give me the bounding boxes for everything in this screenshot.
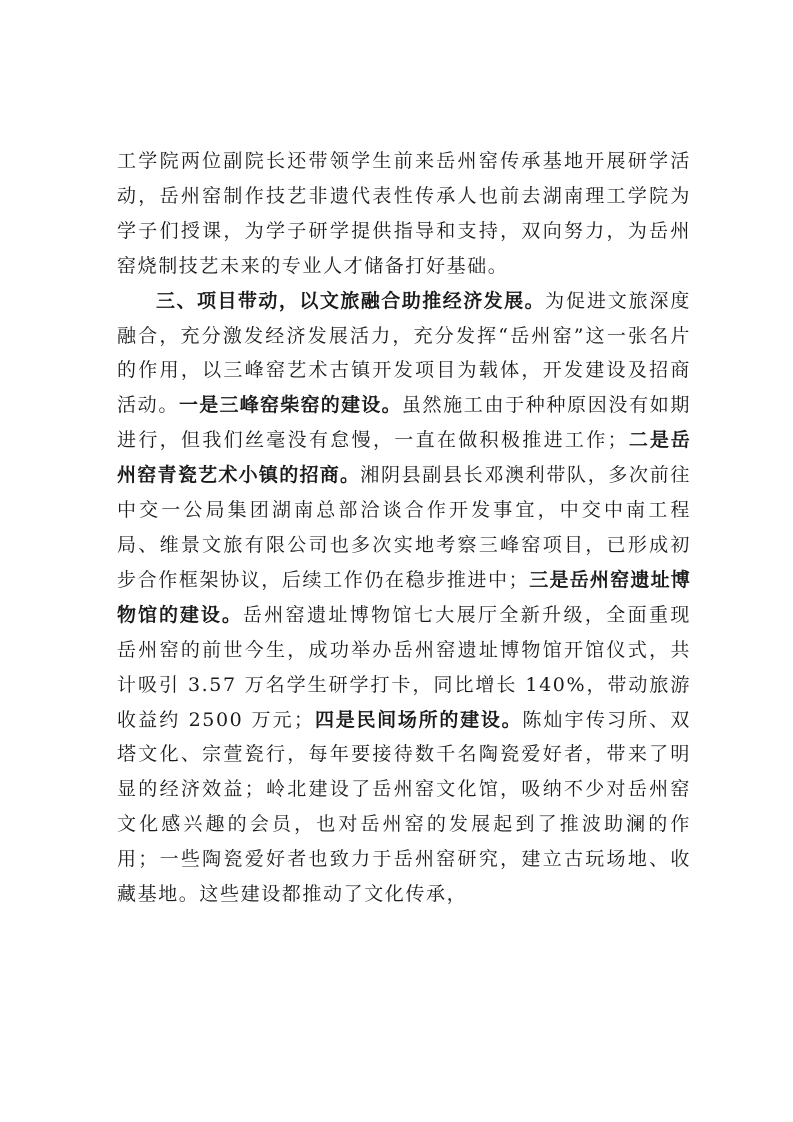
item-2-text: 湘阴县副县长邓澳利带队，多次前往中交一公局集团湖南总部洽谈合作开发事宜，中交中南工程局、维景文旅有限公司也多次实地考察三峰窑项目，已形成初步合作框架协议，后续工作仍在稳步推进中； (117, 464, 692, 591)
paragraph-1-text: 工学院两位副院长还带领学生前来岳州窑传承基地开展研学活动，岳州窑制作技艺非遗代表性传承人也前去湖南理工学院为学子们授课，为学子研学提供指导和支持，双向努力，为岳州窑烧制技艺未来的专业人才储备打好基础。 (117, 150, 691, 277)
body-text (117, 144, 691, 912)
item-3-text: 岳州窑遗址博物馆七大展厅全新升级，全面重现岳州窑的前世今生，成功举办岳州窑遗址博物馆开馆仪式，共计吸引 3.57 万名学生研学打卡，同比增长 140%，带动旅游收益约 2500 万元； (117, 603, 691, 731)
item-4-title: 四是民间场所的建设。 (314, 708, 523, 731)
section-intro: 为促进文旅深度融合，充分激发经济发展活力，充分发挥“岳州窑”这一张名片的作用，以三峰窑艺术古镇开发项目为载体，开发建设及招商活动。 (117, 289, 691, 417)
item-1-text: 虽然施工由于种种原因没有如期进行，但我们丝毫没有怠慢，一直在做积极推进工作； (117, 394, 691, 452)
item-1-title: 一是三峰窑柴窑的建设。 (178, 394, 402, 417)
paragraph-continuation (117, 144, 691, 284)
item-3-title: 三是岳州窑遗址博物馆的建设。 (117, 568, 691, 626)
paragraph-section-three (117, 284, 691, 912)
item-4-text: 陈灿宇传习所、双塔文化、宗萱瓷行，每年要接待数千名陶瓷爱好者，带来了明显的经济效益；岭北建设了岳州窑文化馆，吸纳不少对岳州窑文化感兴趣的会员，也对岳州窑的发展起到了推波助澜的作用；一些陶瓷爱好者也致力于岳州窑研究，建立古玩场地、收藏基地。这些建设都推动了文化传承， (117, 708, 691, 906)
item-2-title: 二是岳州窑青瓷艺术小镇的招商。 (117, 429, 691, 487)
section-heading: 三、项目带动，以文旅融合助推经济发展。 (156, 289, 546, 312)
